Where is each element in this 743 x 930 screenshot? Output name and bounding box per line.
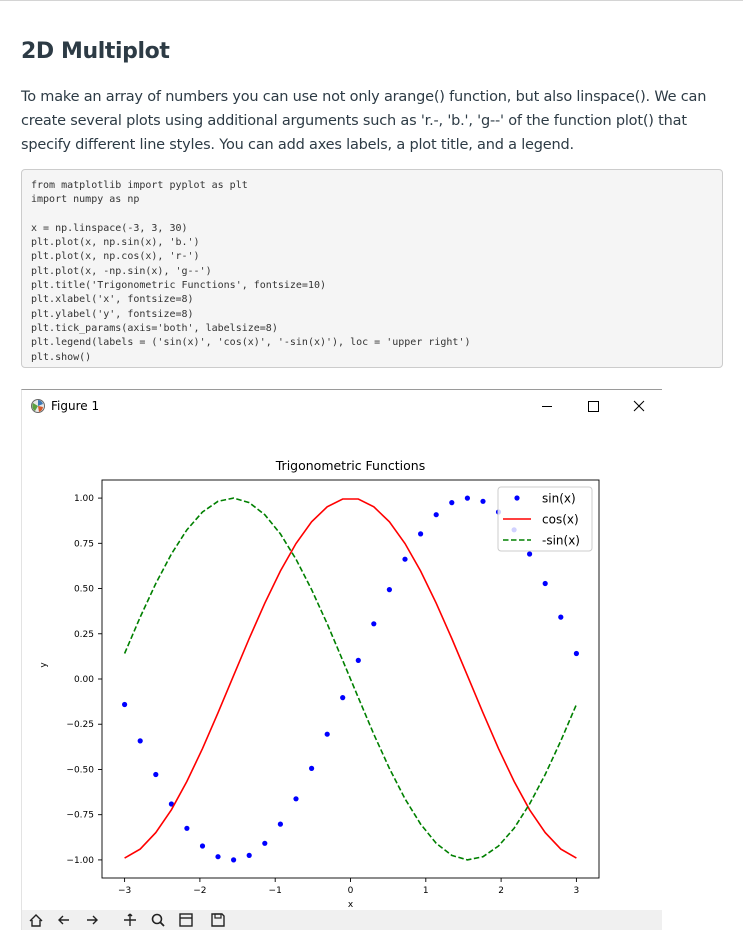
x-tick-label: −2 [193, 886, 207, 896]
sin-data-point [340, 695, 345, 700]
navigation-toolbar [22, 910, 662, 930]
x-tick-label: −1 [268, 886, 282, 896]
code-line: plt.plot(x, np.cos(x), 'r-') [31, 251, 200, 263]
code-line: plt.title('Trigonometric Functions', fontsize=10) [31, 280, 327, 292]
x-tick-label: −3 [117, 886, 132, 896]
sin-data-point [527, 551, 532, 556]
y-tick-label: 1.00 [73, 494, 94, 505]
sin-data-point [574, 651, 579, 656]
close-icon[interactable] [616, 390, 662, 422]
sin-data-point [449, 500, 454, 505]
back-icon[interactable] [56, 912, 72, 928]
sin-data-point [309, 766, 314, 771]
sin-data-point [247, 853, 252, 858]
sin-data-point [418, 531, 423, 536]
configure-subplots-icon[interactable] [178, 912, 194, 928]
code-line: plt.plot(x, -np.sin(x), 'g--') [31, 265, 212, 277]
y-tick-label: 0.75 [73, 539, 94, 550]
y-tick-label: 0.50 [73, 584, 94, 595]
sin-data-point [278, 822, 283, 827]
y-tick-label: −0.75 [66, 810, 94, 821]
code-block [21, 169, 723, 368]
code-line: import numpy as np [31, 194, 140, 206]
code-line: from matplotlib import pyplot as plt [31, 180, 248, 191]
legend-label: cos(x) [542, 512, 579, 527]
page-title: 2D Multiplot [21, 39, 170, 64]
sin-data-point [184, 826, 189, 831]
x-tick-label: 1 [422, 886, 429, 896]
sin-data-point [153, 772, 158, 777]
y-tick-label: −0.50 [66, 765, 94, 776]
sin-data-point [200, 843, 205, 848]
sin-data-point [325, 732, 330, 737]
window-title: Figure 1 [51, 399, 100, 413]
forward-icon[interactable] [84, 912, 100, 928]
code-line: plt.ylabel('y', fontsize=8) [31, 308, 194, 320]
neg-sin-series-line [125, 498, 577, 860]
chart-title: Trigonometric Functions [275, 458, 426, 473]
sin-data-point [465, 496, 470, 501]
pan-icon[interactable] [122, 912, 138, 928]
sin-data-point [138, 738, 143, 743]
code-line: plt.show() [31, 351, 92, 363]
x-tick-label: 2 [498, 886, 504, 896]
sin-data-point [215, 854, 220, 859]
code-line: plt.xlabel('x', fontsize=8) [31, 294, 194, 306]
minimize-icon[interactable] [524, 390, 570, 422]
y-tick-label: 0.00 [73, 675, 94, 685]
page-description: To make an array of numbers you can use not only arange() function, but also linspace(). We can create several plots using additional arguments such as 'r.-, 'b.', 'g--' of the function plot() that specify different line styles. You can add axes labels, a plot title, and a legend. [21, 89, 707, 153]
sin-data-point [122, 702, 127, 707]
sin-data-point [231, 857, 236, 862]
sin-data-point [356, 658, 361, 663]
sin-data-point [434, 512, 439, 517]
sin-data-point [387, 587, 392, 592]
sin-data-point [558, 615, 563, 620]
y-tick-label: −1.00 [66, 855, 94, 866]
y-axis-label: y [39, 662, 49, 668]
plot-area[interactable] [22, 422, 662, 910]
window-titlebar[interactable] [22, 390, 722, 422]
zoom-icon[interactable] [150, 912, 166, 928]
sin-data-point [402, 557, 407, 562]
maximize-icon[interactable] [570, 390, 616, 422]
code-line: plt.legend(labels = ('sin(x)', 'cos(x)', '-sin(x)'), loc = 'upper right') [31, 337, 471, 349]
home-icon[interactable] [28, 912, 44, 928]
legend-label: sin(x) [542, 491, 576, 506]
figure-window [21, 389, 662, 930]
code-line: plt.plot(x, np.sin(x), 'b.') [31, 237, 200, 249]
figure-app-icon [30, 398, 46, 414]
save-icon[interactable] [210, 912, 226, 928]
y-tick-label: 0.25 [73, 629, 94, 640]
sin-data-point [371, 621, 376, 626]
legend-marker-sin [514, 495, 519, 500]
figure-canvas[interactable] [22, 422, 662, 930]
sin-data-point [480, 499, 485, 504]
x-tick-label: 3 [573, 886, 580, 896]
code-line: x = np.linspace(-3, 3, 30) [31, 222, 188, 234]
x-axis-label: x [347, 900, 354, 910]
sin-data-point [262, 841, 267, 846]
code-line: plt.tick_params(axis='both', labelsize=8) [31, 322, 278, 334]
sin-data-point [543, 581, 548, 586]
y-tick-label: −0.25 [66, 720, 94, 731]
legend-label: -sin(x) [542, 533, 580, 548]
sin-data-point [293, 796, 298, 801]
x-tick-label: 0 [347, 886, 354, 896]
